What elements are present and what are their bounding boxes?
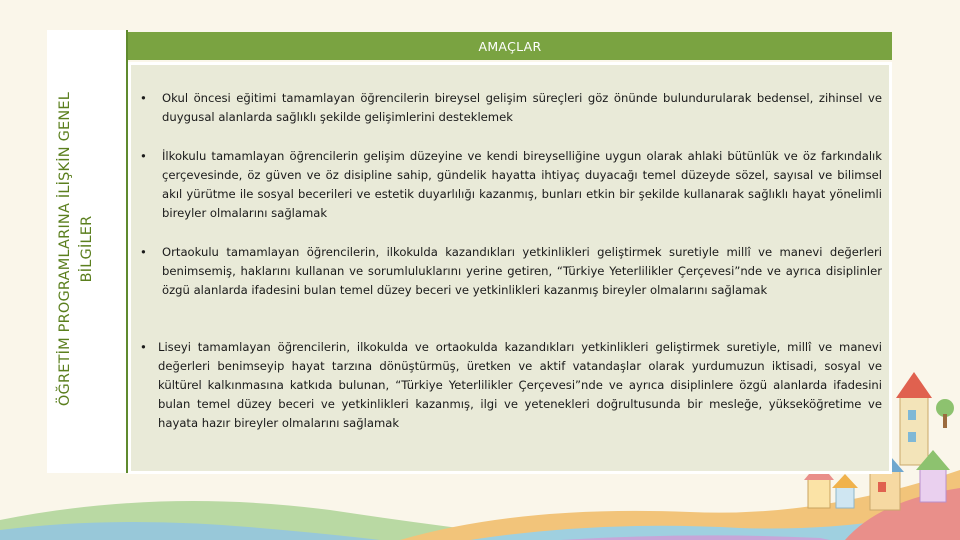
list-item-text: Liseyi tamamlayan öğrencilerin, ilkokulda ve ortaokulda kazandıkları yetkinlikleri geliştirmek suretiyle, millî ve manevi değerleri benimseyip hayat tarzına dönüştürmüş, üretken ve aktif vatandaşlar olarak yurdumuzun iktisadi, sosyal ve kültürel kalkınmasına katkıda bulunan, “Türkiye Yeterlilikler Çerçevesi”nde ve ayrıca disiplinlere özgü alanlarda ifadesini bulan temel düzey beceri ve yetkinlikleri kazanmış, ilgi ve yetenekleri doğrultusunda bir mesleğe, yükseköğretime ve hayata hazır bireyler olmalarını sağlamak (158, 340, 882, 430)
list-item-text: İlkokulu tamamlayan öğrencilerin gelişim düzeyine ve kendi bireyselliğine uygun olarak ahlaki bütünlük ve öz farkındalık çerçevesinde, öz güven ve öz disipline sahip, gündelik hayatta ihtiyaç duyacağı temel düzeyde sözel, sayısal ve bilimsel akıl yürütme ile sosyal becerileri ve estetik duyarlılığı kazanmış, bunları etkin bir şekilde kullanarak sağlıklı hayat yönelimli bireyler olmalarını sağlamak (162, 149, 882, 220)
header-bar (128, 32, 892, 60)
list-item (140, 147, 882, 223)
bullet: • (140, 245, 147, 259)
list-item (140, 338, 882, 433)
bullet: • (140, 340, 147, 354)
content-panel (128, 62, 892, 474)
bullet: • (140, 91, 147, 105)
bullet: • (140, 149, 147, 163)
list-item (140, 89, 882, 127)
header-title: AMAÇLAR (478, 38, 542, 54)
list-item-text: Ortaokulu tamamlayan öğrencilerin, ilkokulda kazandıkları yetkinlikleri geliştirmek suretiyle millî ve manevi değerleri benimsemiş, haklarını kullanan ve sorumluluklarını yerine getiren, “Türkiye Yeterlilikler Çerçevesi”nde ve ayrıca disiplinler özgü alanlarda ifadesini bulan temel düzey beceri ve yetkinlikleri kazanmış bireyler olmalarını sağlamak (162, 245, 882, 297)
list-item (140, 243, 882, 300)
side-title-line-2: BİLGİLER (79, 215, 95, 283)
side-title-line-1: ÖĞRETİM PROGRAMLARINA İLİŞKİN GENEL (57, 91, 73, 407)
list-item-text: Okul öncesi eğitimi tamamlayan öğrencilerin bireysel gelişim süreçleri göz önünde bulundurularak bedensel, zihinsel ve duygusal alanlarda sağlıklı şekilde gelişimlerini desteklemek (162, 91, 882, 124)
side-title (54, 29, 98, 469)
